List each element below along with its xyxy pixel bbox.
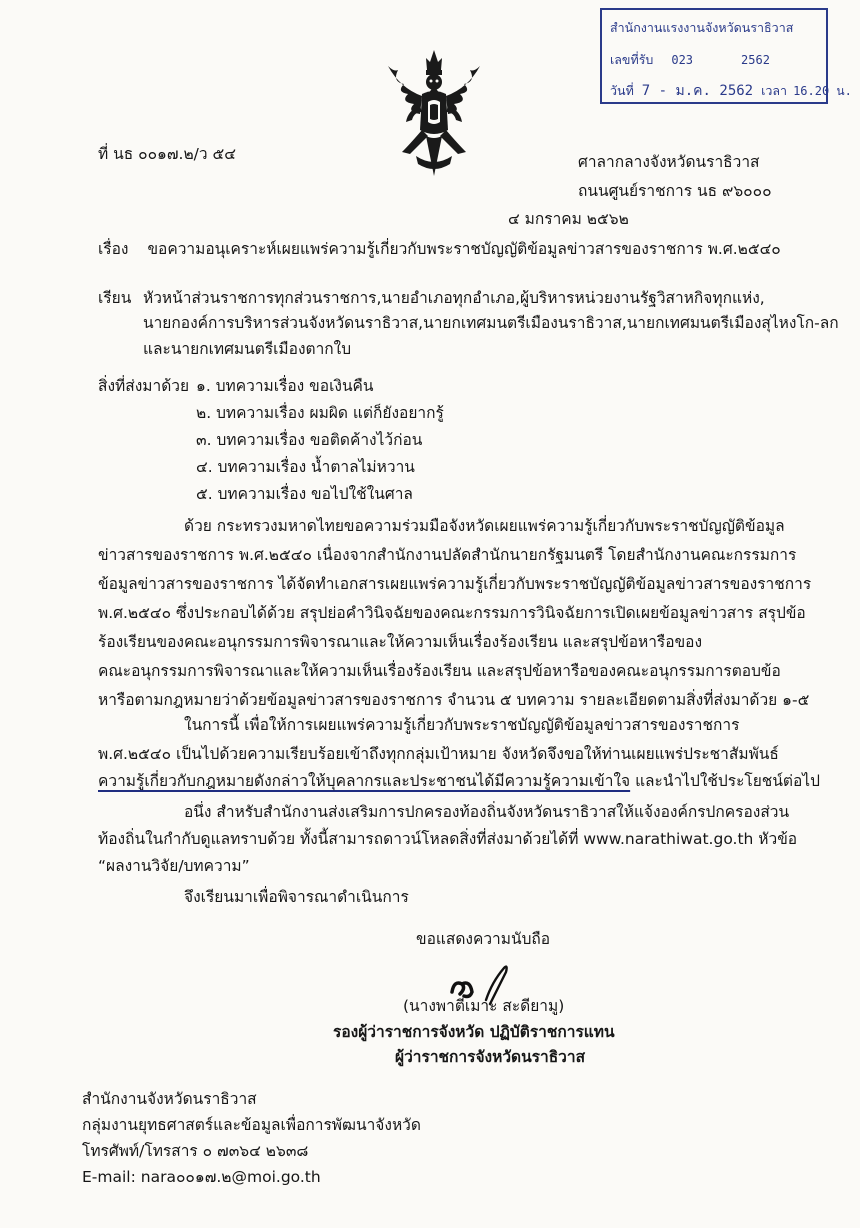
to-line2: นายกองค์การบริหารส่วนจังหวัดนราธิวาส,นายกเทศมนตรีเมืองนราธิวาส,นายกเทศมนตรีเมืองสุไหงโก-ลก [143,314,839,332]
stamp-recv-year: 2562 [741,53,770,67]
receipt-stamp [600,8,852,104]
to-label: เรียน [98,289,132,307]
signer-name: (นางพาตีเมาะ สะดียามู) [403,997,565,1015]
para1-line: พ.ศ.๒๕๔๐ ซึ่งประกอบได้ด้วย สรุปย่อคำวินิจฉัยของคณะกรรมการวินิจฉัยการเปิดเผยข้อมูลข่าวสาร สรุปข้อ [98,604,806,622]
footer-phone: โทรศัพท์/โทรสาร ๐ ๗๓๖๔ ๒๖๓๘ [82,1142,309,1160]
stamp-date-value: 7 - ม.ค. 2562 [641,83,754,99]
stamp-recv-no: 023 [671,53,694,67]
stamp-time-value: 16.20 น. [793,84,852,98]
enclosure-item: ๔. บทความเรื่อง น้ำตาลไม่หวาน [196,458,415,476]
regards: ขอแสดงความนับถือ [416,930,551,948]
stamp-date-label: วันที่ [610,83,634,98]
sender-address-line2: ถนนศูนย์ราชการ นธ ๙๖๐๐๐ [578,182,772,200]
enclosure-label: สิ่งที่ส่งมาด้วย [98,377,190,395]
para1-line: ร้องเรียนของคณะอนุกรรมการพิจารณาและให้ความเห็นเรื่องร้องเรียน และสรุปข้อหารือของ [98,633,703,651]
letter-date: ๔ มกราคม ๒๕๖๒ [508,210,629,228]
to-line3: และนายกเทศมนตรีเมืองตากใบ [143,340,352,358]
subject-text: ขอความอนุเคราะห์เผยแพร่ความรู้เกี่ยวกับพระราชบัญญัติข้อมูลข่าวสารของราชการ พ.ศ.๒๕๔๐ [147,240,781,258]
para2-line: พ.ศ.๒๕๔๐ เป็นไปด้วยความเรียบร้อยเข้าถึงทุกกลุ่มเป้าหมาย จังหวัดจึงขอให้ท่านเผยแพร่ประชาสัมพันธ์ [98,745,779,763]
para2-underlined-text: ความรู้เกี่ยวกับกฎหมายดังกล่าวให้บุคลากรและประชาชนได้มีความรู้ความเข้าใจ [98,772,631,790]
para3-line: อนึ่ง สำหรับสำนักงานส่งเสริมการปกครองท้องถิ่นจังหวัดนราธิวาสให้แจ้งองค์กรปกครองส่วน [184,803,790,821]
subject-row [98,240,781,259]
garuda-emblem-icon [380,48,488,180]
para1-line: ข้อมูลข่าวสารของราชการ ได้จัดทำเอกสารเผยแพร่ความรู้เกี่ยวกับพระราชบัญญัติข้อมูลข่าวสารของราชการ [98,575,812,593]
signer-title1: รองผู้ว่าราชการจังหวัด ปฏิบัติราชการแทน [333,1023,615,1041]
para1-line: หารือตามกฎหมายว่าด้วยข้อมูลข่าวสารของราชการ จำนวน ๕ บทความ รายละเอียดตามสิ่งที่ส่งมาด้วย ๑-๕ [98,691,810,709]
stamp-date-row [610,80,852,102]
to-line1: หัวหน้าส่วนราชการทุกส่วนราชการ,นายอำเภอทุกอำเภอ,ผู้บริหารหน่วยงานรัฐวิสาหกิจทุกแห่ง, [143,289,765,307]
enclosure-item: ๒. บทความเรื่อง ผมผิด แต่ก็ยังอยากรู้ [196,404,444,422]
para2-line3 [98,772,820,791]
stamp-recv-label: เลขที่รับ [610,52,654,67]
para1-line: ด้วย กระทรวงมหาดไทยขอความร่วมมือจังหวัดเผยแพร่ความรู้เกี่ยวกับพระราชบัญญัติข้อมูล [184,517,785,535]
reference-number: ที่ นธ ๐๐๑๗.๒/ว ๕๔ [98,145,237,163]
subject-label: เรื่อง [98,240,129,258]
stamp-recv-row [610,50,820,70]
footer-office: สำนักงานจังหวัดนราธิวาส [82,1090,257,1108]
signer-title2: ผู้ว่าราชการจังหวัดนราธิวาส [395,1048,586,1066]
stamp-time-label: เวลา [761,83,788,98]
para1-line: คณะอนุกรรมการพิจารณาและให้ความเห็นเรื่องร้องเรียน และสรุปข้อหารือของคณะอนุกรรมการตอบข้อ [98,662,781,680]
para3-line: ท้องถิ่นในกำกับดูแลทราบด้วย ทั้งนี้สามารถดาวน์โหลดสิ่งที่ส่งมาด้วยได้ที่ www.narathiwat.go.th หัวข้อ [98,830,798,848]
footer-email: E-mail: nara๐๐๑๗.๒@moi.go.th [82,1168,321,1186]
para2-tail-text: และนำไปใช้ประโยชน์ต่อไป [630,772,820,790]
sender-address-line1: ศาลากลางจังหวัดนราธิวาส [578,153,760,171]
enclosure-item: ๓. บทความเรื่อง ขอติดค้างไว้ก่อน [196,431,423,449]
stamp-office: สำนักงานแรงงานจังหวัดนราธิวาส [610,20,794,35]
enclosure-item: ๑. บทความเรื่อง ขอเงินคืน [196,377,374,395]
footer-group: กลุ่มงานยุทธศาสตร์และข้อมูลเพื่อการพัฒนาจังหวัด [82,1116,421,1134]
closing-request: จึงเรียนมาเพื่อพิจารณาดำเนินการ [184,888,409,906]
para2-line: ในการนี้ เพื่อให้การเผยแพร่ความรู้เกี่ยวกับพระราชบัญญัติข้อมูลข่าวสารของราชการ [184,716,740,734]
para3-line: “ผลงานวิจัย/บทความ” [98,857,250,875]
enclosure-item: ๕. บทความเรื่อง ขอไปใช้ในศาล [196,485,413,503]
para1-line: ข่าวสารของราชการ พ.ศ.๒๕๔๐ เนื่องจากสำนักงานปลัดสำนักนายกรัฐมนตรี โดยสำนักงานคณะกรรมการ [98,546,797,564]
